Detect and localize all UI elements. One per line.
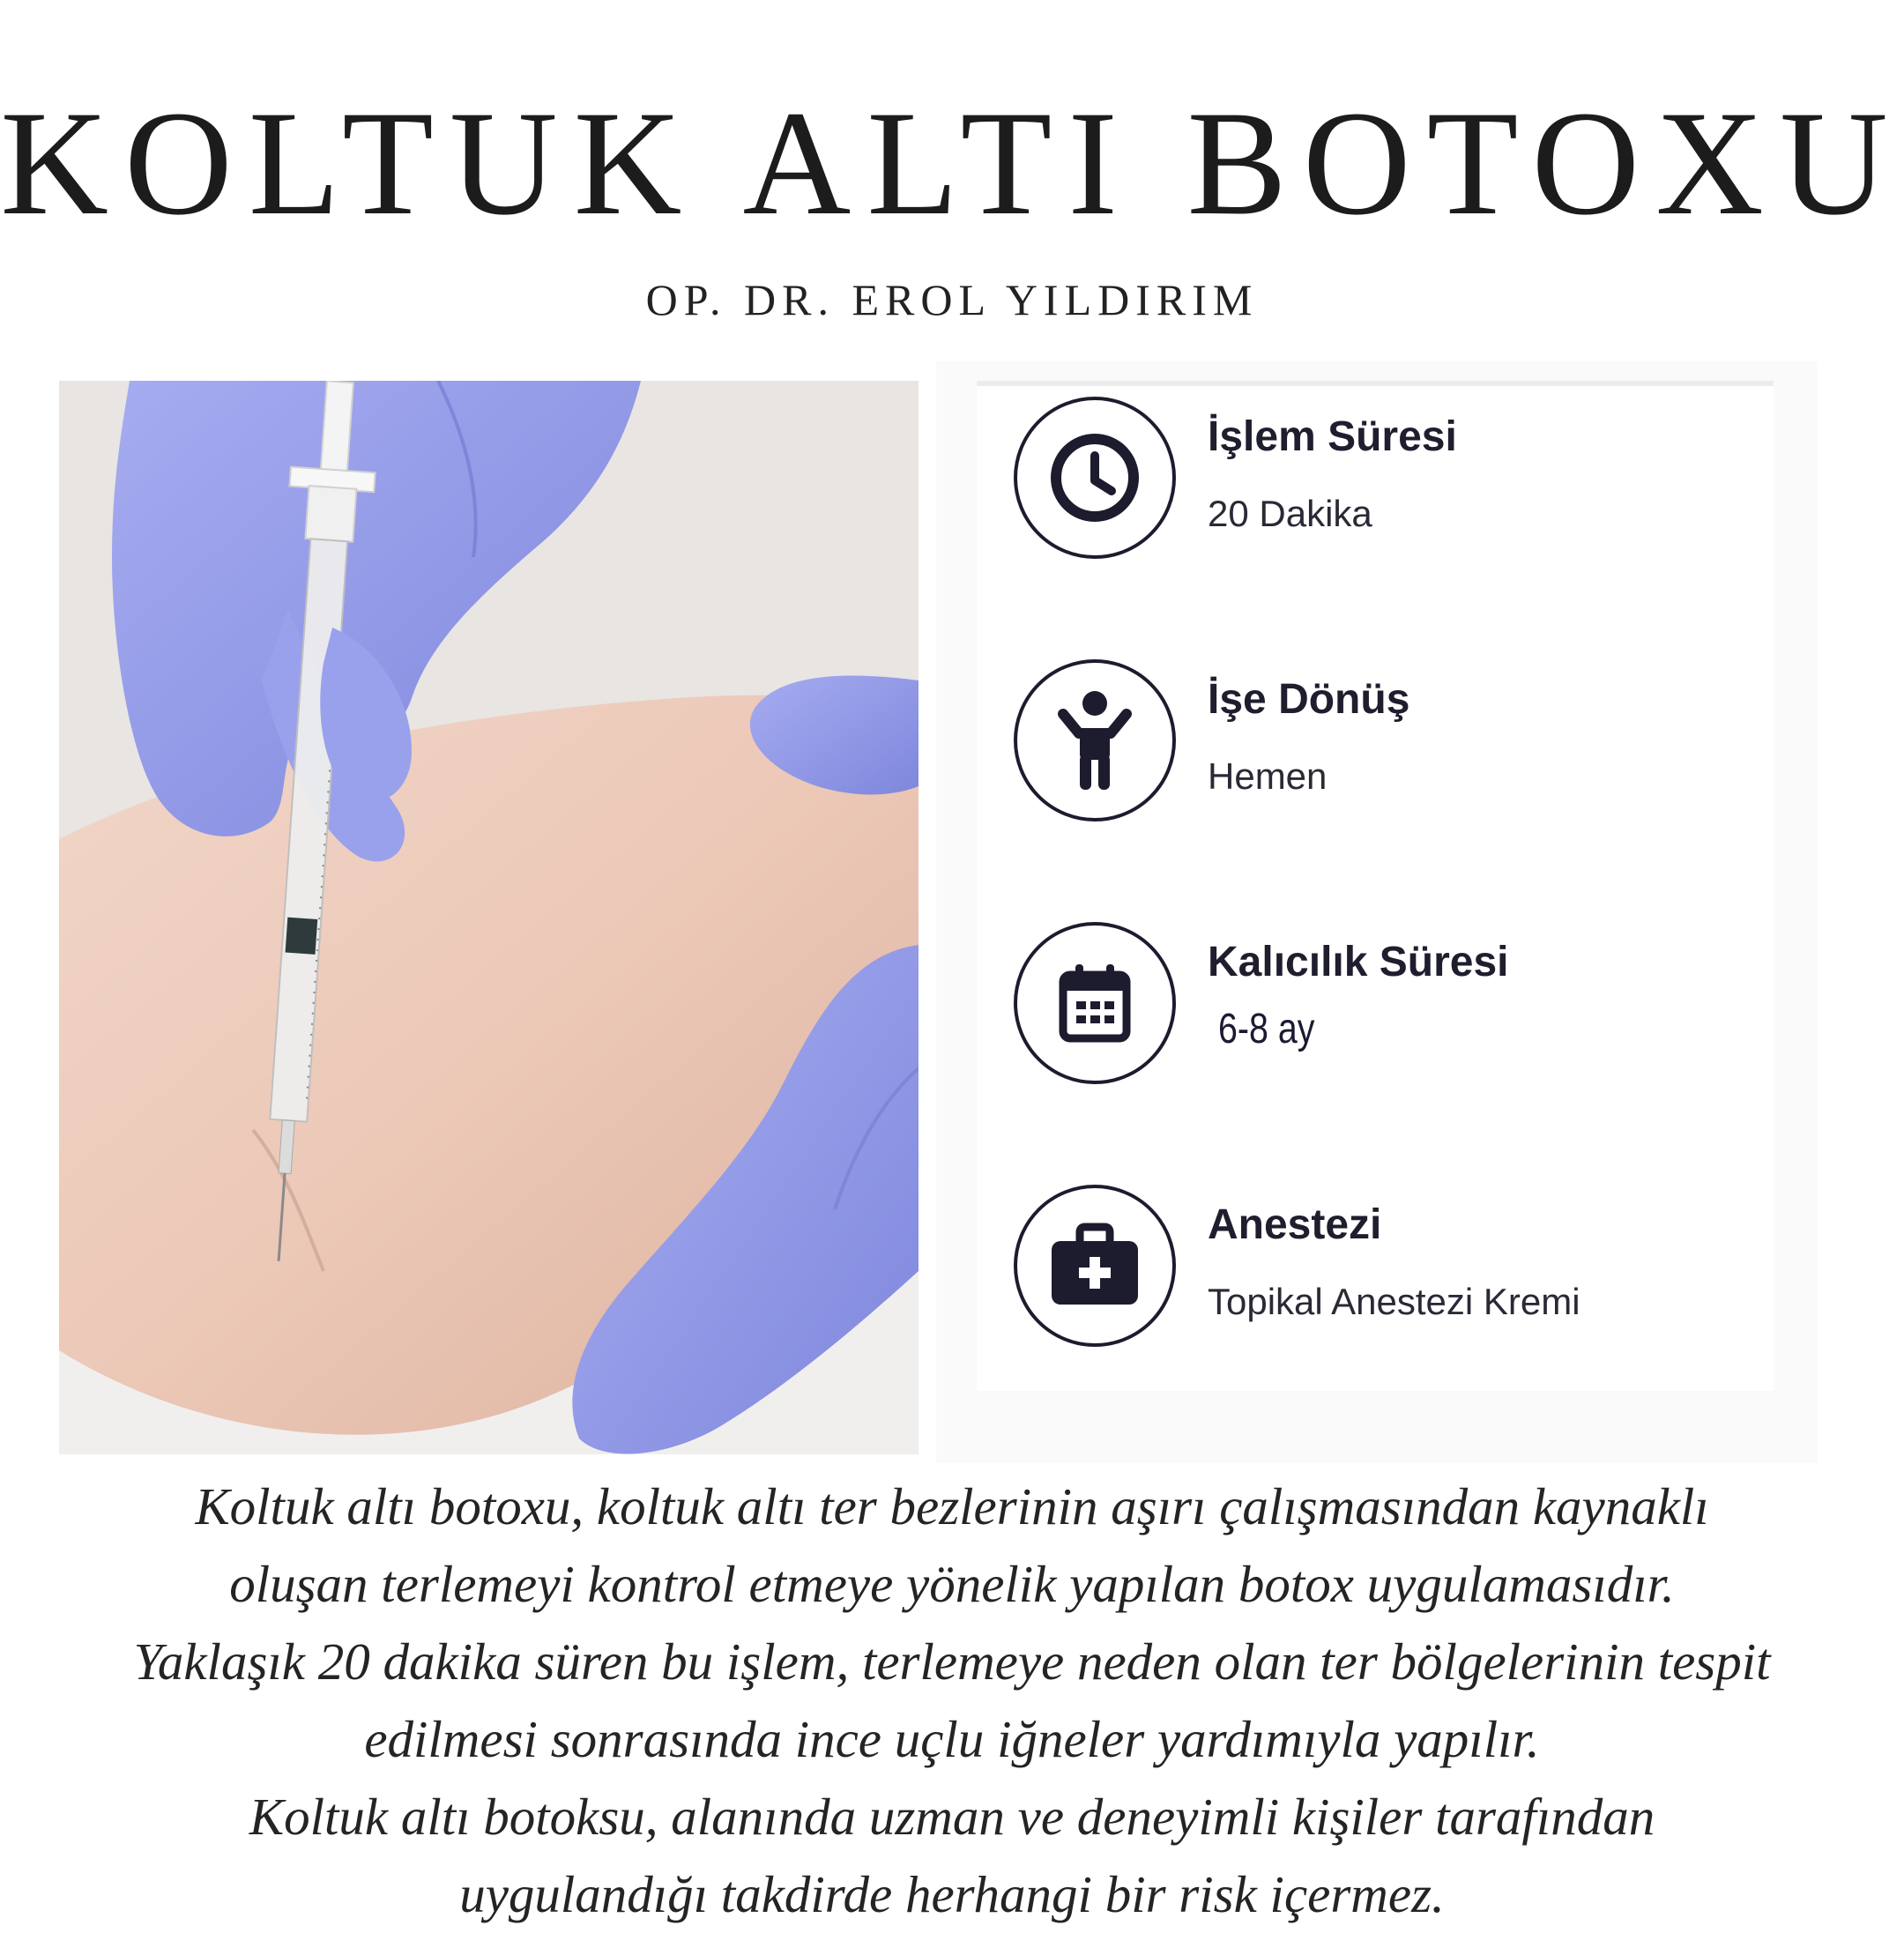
description-line: oluşan terlemeyi kontrol etmeye yönelik yapılan botox uygulamasıdır. — [229, 1555, 1675, 1613]
duration-label: İşlem Süresi — [1208, 413, 1457, 460]
person-icon — [1014, 659, 1176, 822]
info-item-permanence — [994, 922, 1770, 1098]
description-text — [53, 1468, 1851, 1933]
description-line: Yaklaşık 20 dakika süren bu işlem, terlemeye neden olan ter bölgelerinin tespit — [133, 1632, 1771, 1691]
permanence-value: 6-8 ay — [1218, 1006, 1315, 1052]
info-item-duration — [994, 397, 1770, 573]
description-line: Koltuk altı botoxu, koltuk altı ter bezlerinin aşırı çalışmasından kaynaklı — [195, 1477, 1709, 1535]
info-item-return-to-work — [994, 659, 1770, 836]
info-item-anesthesia — [994, 1185, 1770, 1361]
permanence-label: Kalıcılık Süresi — [1208, 939, 1509, 985]
page-title: KOLTUK ALTI BOTOXU — [0, 80, 1904, 246]
clock-icon — [1014, 397, 1176, 559]
duration-value: 20 Dakika — [1208, 493, 1372, 534]
medical-kit-icon — [1014, 1185, 1176, 1347]
anesthesia-label: Anestezi — [1208, 1201, 1382, 1248]
calendar-icon — [1014, 922, 1176, 1084]
description-line: uygulandığı takdirde herhangi bir risk içermez. — [459, 1865, 1445, 1923]
info-card — [977, 381, 1774, 1391]
description-line: Koltuk altı botoksu, alanında uzman ve deneyimli kişiler tarafından — [249, 1788, 1655, 1846]
doctor-name: OP. DR. EROL YILDIRIM — [645, 275, 1259, 324]
syringe-injection-photo — [59, 381, 919, 1454]
return-to-work-label: İşe Dönüş — [1208, 676, 1410, 723]
return-to-work-value: Hemen — [1208, 755, 1328, 797]
anesthesia-value: Topikal Anestezi Kremi — [1208, 1281, 1580, 1322]
description-line: edilmesi sonrasında ince uçlu iğneler yardımıyla yapılır. — [364, 1710, 1540, 1768]
